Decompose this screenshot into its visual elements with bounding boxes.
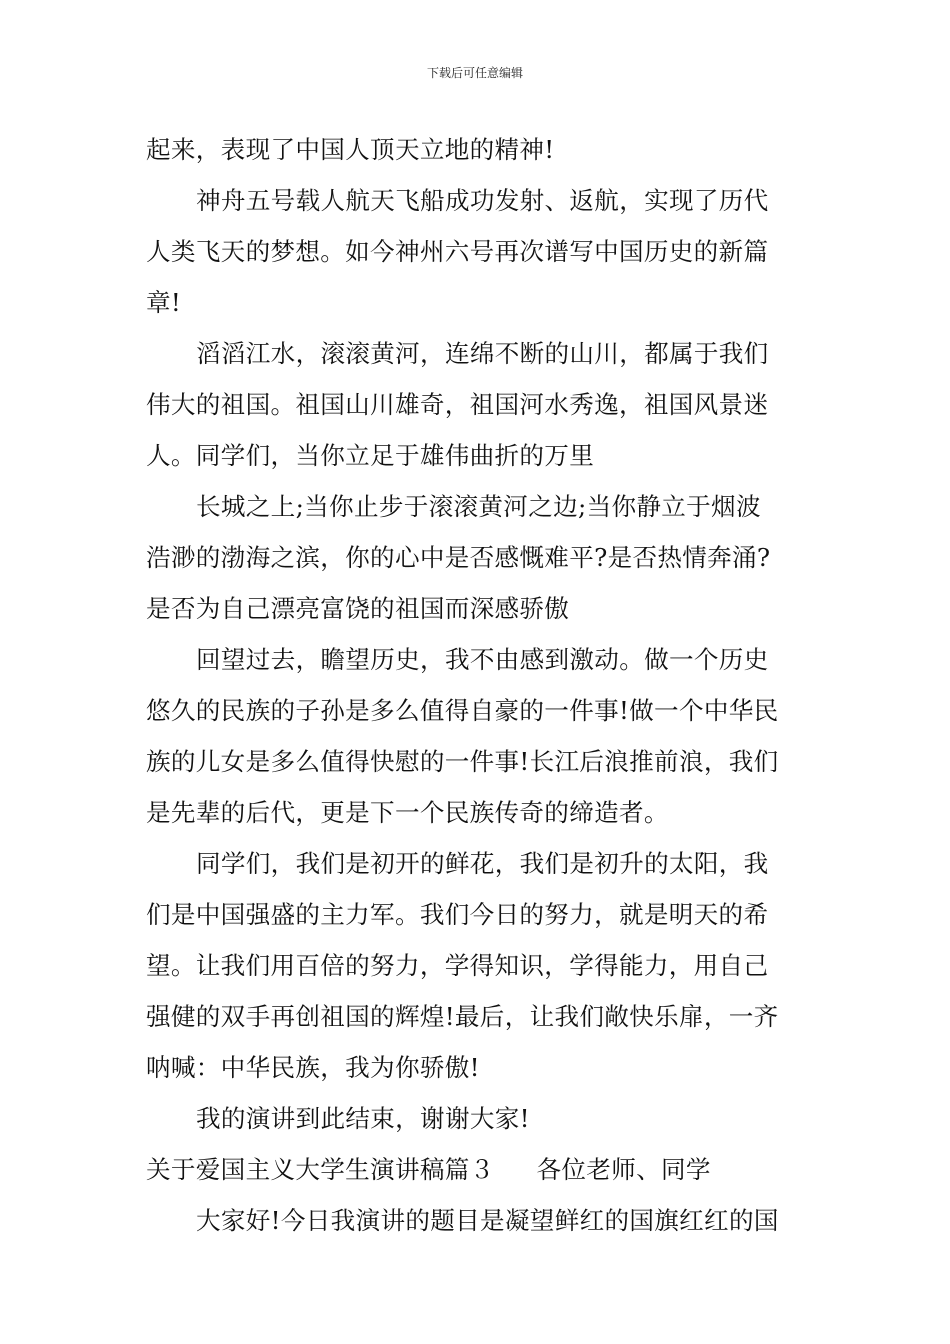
text-line: 悠久的民族的子孙是多么值得自豪的一件事!做一个中华民: [146, 696, 779, 725]
section-title: 关于爱国主义大学生演讲稿篇３: [146, 1155, 495, 1184]
text-line: 们是中国强盛的主力军。我们今日的努力，就是明天的希: [146, 900, 769, 929]
text-line: 望。让我们用百倍的努力，学得知识，学得能力，用自己: [146, 951, 769, 980]
section-heading-line: [146, 1144, 816, 1195]
text-line: 是先辈的后代，更是下一个民族传奇的缔造者。: [146, 798, 669, 827]
text-line: 人类飞天的梦想。如今神州六号再次谱写中国历史的新篇: [146, 237, 769, 266]
text-line: 人。同学们，当你立足于雄伟曲折的万里: [146, 441, 595, 470]
text-line: 浩渺的渤海之滨，你的心中是否感慨难平?是否热情奔涌?: [146, 543, 771, 572]
header-note: 下载后可任意编辑: [426, 66, 523, 80]
paragraph-start-line: 长城之上;当你止步于滚滚黄河之边;当你静立于烟波: [196, 492, 761, 521]
paragraph-start-line: 大家好!今日我演讲的题目是凝望鲜红的国旗红红的国: [196, 1206, 779, 1235]
paragraph-start-line: 滔滔江水，滚滚黄河，连绵不断的山川，都属于我们: [196, 339, 769, 368]
text-line: 族的儿女是多么值得快慰的一件事!长江后浪推前浪，我们: [146, 747, 779, 776]
text-line: 章!: [146, 288, 182, 317]
text-line: 呐喊：中华民族，我为你骄傲!: [146, 1053, 480, 1082]
paragraph-start-line: 我的演讲到此结束，谢谢大家!: [196, 1104, 530, 1133]
document-body: [146, 124, 816, 1246]
text-line: 是否为自己漂亮富饶的祖国而深感骄傲: [146, 594, 570, 623]
paragraph-start-line: 回望过去，瞻望历史，我不由感到激动。做一个历史: [196, 645, 769, 674]
text-line: 强健的双手再创祖国的辉煌!最后，让我们敞快乐扉，一齐: [146, 1002, 779, 1031]
paragraph-start-line: 同学们，我们是初开的鲜花，我们是初升的太阳，我: [196, 849, 769, 878]
paragraph-start-line: 神舟五号载人航天飞船成功发射、返航，实现了历代: [196, 186, 769, 215]
text-line: 起来，表现了中国人顶天立地的精神!: [146, 135, 555, 164]
text-line: 伟大的祖国。祖国山川雄奇，祖国河水秀逸，祖国风景迷: [146, 390, 769, 419]
section-greeting: 各位老师、同学: [536, 1155, 711, 1184]
